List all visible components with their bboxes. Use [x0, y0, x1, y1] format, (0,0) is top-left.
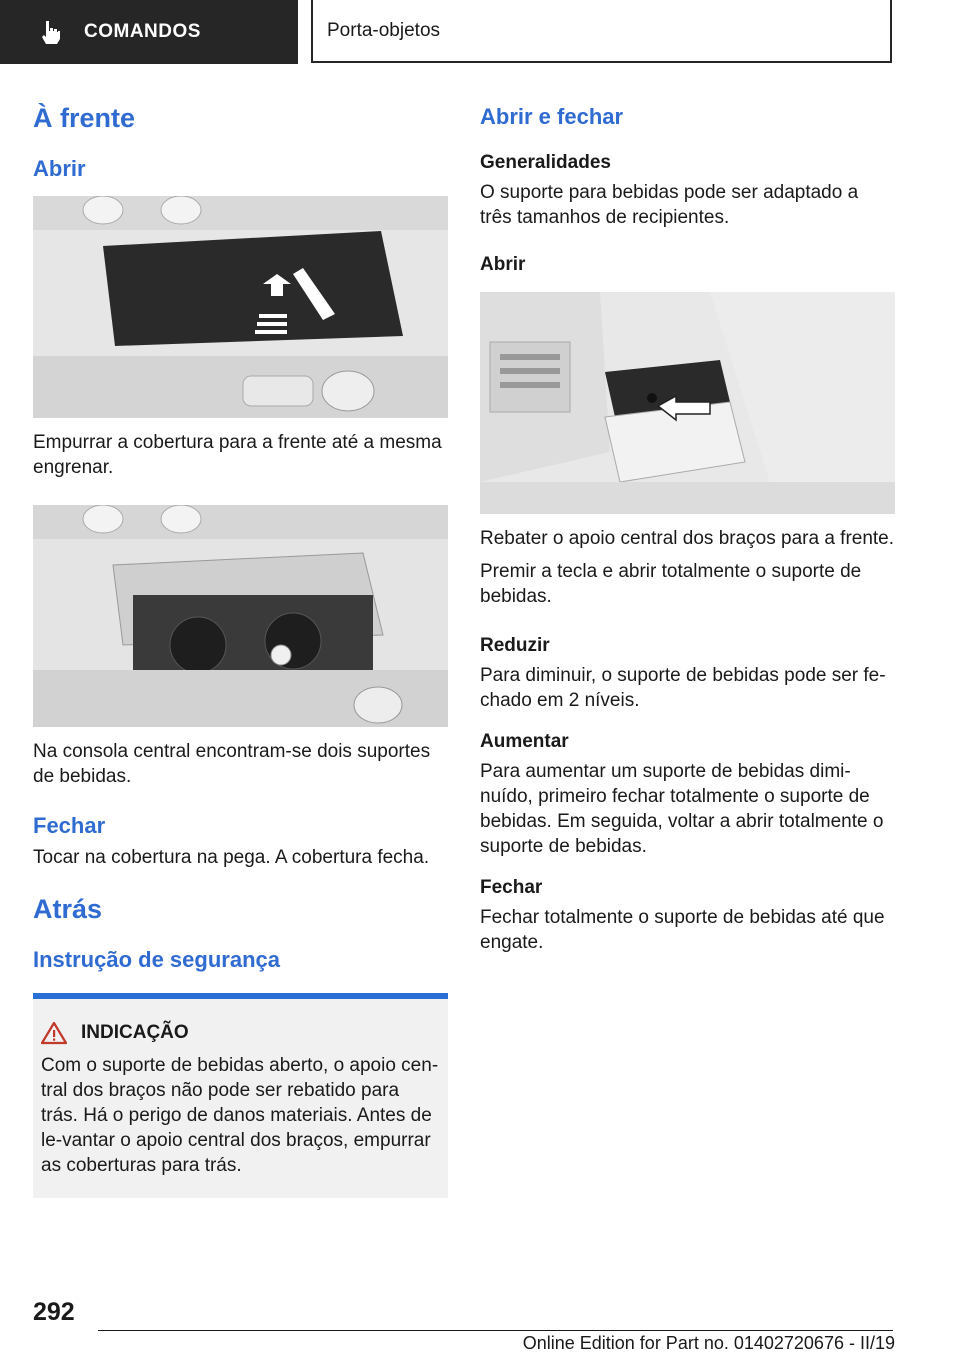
- text-fold: Rebater o apoio central dos braços para a frente.: [480, 528, 895, 549]
- heading-reduce: Reduzir: [480, 635, 550, 656]
- text-close-rear: Fechar totalmente o suporte de bebidas até que engate.: [480, 907, 885, 953]
- heading-close: Fechar: [33, 813, 106, 838]
- text-close: Tocar na cobertura na pega. A cobertura fecha.: [33, 847, 430, 868]
- left-column: [33, 96, 448, 1198]
- heading-front: À frente: [33, 103, 136, 133]
- right-column: [480, 96, 895, 955]
- heading-open-rear: Abrir: [480, 254, 526, 275]
- heading-safety: Instrução de segurança: [33, 947, 280, 972]
- text-console: Na consola central encontram-se dois suportes de bebidas.: [33, 741, 431, 787]
- heading-general: Generalidades: [480, 152, 611, 173]
- warning-triangle-icon: [41, 1021, 67, 1045]
- heading-increase: Aumentar: [480, 731, 569, 752]
- heading-back: Atrás: [33, 894, 103, 924]
- photo-cupholders: [33, 505, 448, 727]
- footer-divider: [98, 1330, 893, 1331]
- photo-front-cover: [33, 196, 448, 418]
- heading-close-rear: Fechar: [480, 877, 543, 898]
- warning-title: INDICAÇÃO: [81, 1022, 189, 1043]
- text-reduce: Para diminuir, o suporte de bebidas pode ser fe-chado em 2 níveis.: [480, 665, 886, 711]
- warning-box: [33, 993, 448, 1198]
- text-press: Premir a tecla e abrir totalmente o suporte de bebidas.: [480, 561, 862, 607]
- page-number: 292: [33, 1298, 75, 1326]
- heading-open-close: Abrir e fechar: [480, 104, 624, 129]
- hand-pointer-icon: [38, 19, 64, 45]
- section-header: [311, 0, 892, 63]
- chapter-tab: [0, 0, 298, 64]
- text-open: Empurrar a cobertura para a frente até a mesma engrenar.: [33, 432, 442, 478]
- warning-text: Com o suporte de bebidas aberto, o apoio cen-tral dos braços não pode ser rebatido para trás. Há o perigo de danos materiais. Antes de le-vantar o apoio central dos braços, empurrar as coberturas para trás.: [41, 1055, 439, 1176]
- heading-open: Abrir: [33, 156, 86, 181]
- section-title: Porta-objetos: [327, 19, 441, 41]
- footer-edition: Online Edition for Part no. 01402720676 - II/19: [522, 1333, 895, 1353]
- chapter-title: COMANDOS: [84, 21, 201, 42]
- text-increase: Para aumentar um suporte de bebidas dimi-nuído, primeiro fechar totalmente o suporte de bebidas. Em seguida, voltar a abrir totalmente o suporte de bebidas.: [480, 761, 884, 857]
- text-general: O suporte para bebidas pode ser adaptado a três tamanhos de recipientes.: [480, 182, 859, 228]
- photo-rear-armrest: [480, 292, 895, 514]
